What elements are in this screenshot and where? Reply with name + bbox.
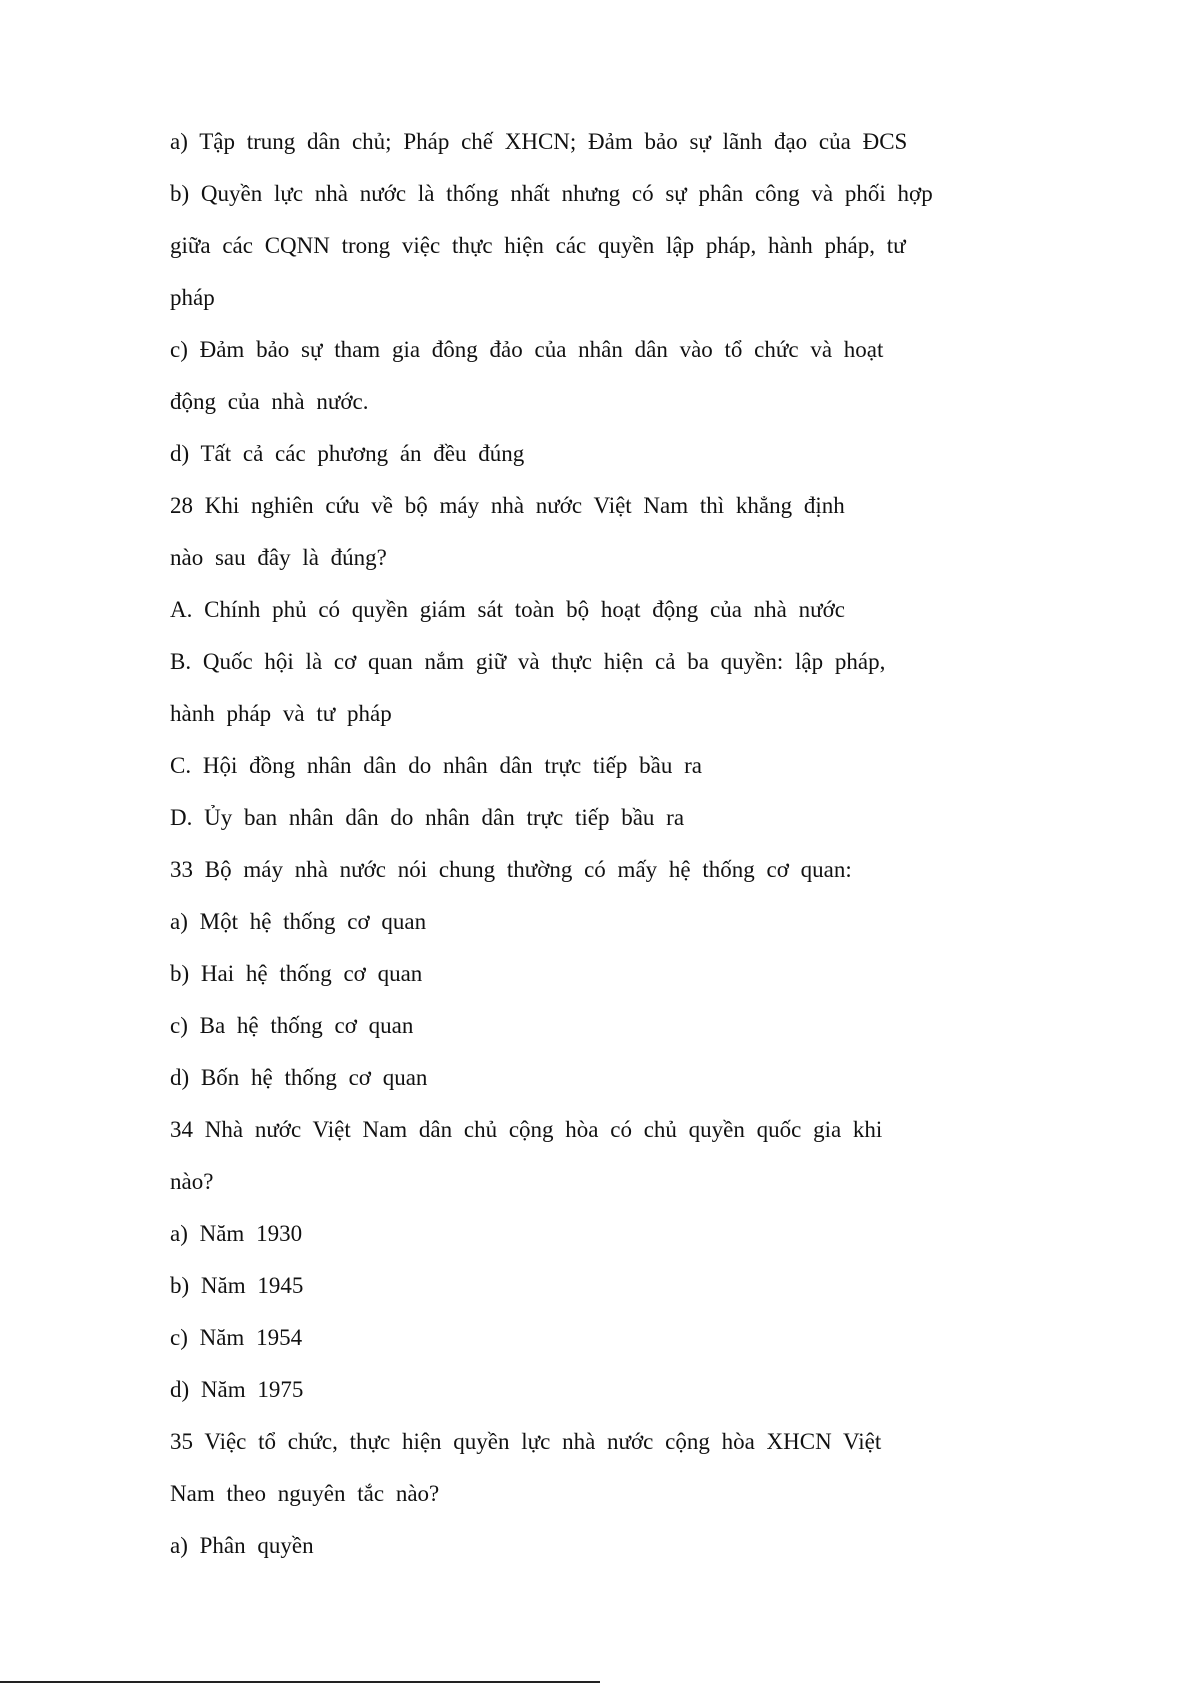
answer-option: c) Ba hệ thống cơ quan: [170, 1013, 414, 1038]
text-line: động của nhà nước.: [170, 389, 369, 414]
text-line: a) Tập trung dân chủ; Pháp chế XHCN; Đảm bảo sự lãnh đạo của ĐCS: [170, 129, 908, 154]
question-35: 35 Việc tổ chức, thực hiện quyền lực nhà nước cộng hòa XHCN Việt: [170, 1429, 882, 1454]
answer-option: a) Phân quyền: [170, 1533, 314, 1558]
text-line: nào sau đây là đúng?: [170, 545, 387, 570]
text-line: giữa các CQNN trong việc thực hiện các quyền lập pháp, hành pháp, tư: [170, 233, 906, 258]
text-line: pháp: [170, 285, 215, 310]
answer-option: B. Quốc hội là cơ quan nắm giữ và thực hiện cả ba quyền: lập pháp,: [170, 649, 886, 674]
text-line: b) Quyền lực nhà nước là thống nhất nhưng có sự phân công và phối hợp: [170, 181, 933, 206]
question-34: 34 Nhà nước Việt Nam dân chủ cộng hòa có chủ quyền quốc gia khi: [170, 1117, 883, 1142]
question-33: 33 Bộ máy nhà nước nói chung thường có mấy hệ thống cơ quan:: [170, 857, 852, 882]
answer-option: D. Ủy ban nhân dân do nhân dân trực tiếp bầu ra: [170, 805, 685, 830]
answer-option: d) Bốn hệ thống cơ quan: [170, 1065, 428, 1090]
text-line: nào?: [170, 1169, 214, 1194]
text-line: hành pháp và tư pháp: [170, 701, 392, 726]
answer-option: b) Hai hệ thống cơ quan: [170, 961, 423, 986]
answer-option: C. Hội đồng nhân dân do nhân dân trực tiếp bầu ra: [170, 753, 702, 778]
text-line: d) Tất cả các phương án đều đúng: [170, 441, 525, 466]
answer-option: b) Năm 1945: [170, 1273, 304, 1298]
answer-option: a) Một hệ thống cơ quan: [170, 909, 427, 934]
text-line: c) Đảm bảo sự tham gia đông đảo của nhân dân vào tổ chức và hoạt: [170, 337, 884, 362]
question-28: 28 Khi nghiên cứu về bộ máy nhà nước Việt Nam thì khẳng định: [170, 493, 845, 518]
answer-option: c) Năm 1954: [170, 1325, 303, 1350]
document-body: [170, 116, 1050, 1572]
answer-option: A. Chính phủ có quyền giám sát toàn bộ hoạt động của nhà nước: [170, 597, 845, 622]
answer-option: a) Năm 1930: [170, 1221, 303, 1246]
page-bottom-rule: [0, 1681, 600, 1683]
text-line: Nam theo nguyên tắc nào?: [170, 1481, 440, 1506]
answer-option: d) Năm 1975: [170, 1377, 304, 1402]
